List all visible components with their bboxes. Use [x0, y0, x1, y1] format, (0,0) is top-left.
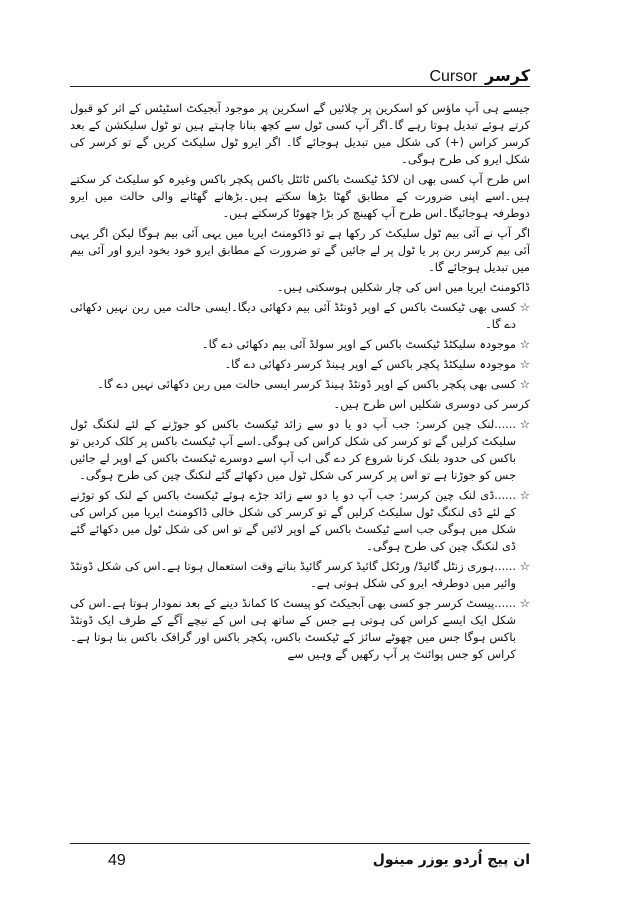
star-icon: ☆ — [519, 488, 530, 502]
section-heading — [429, 66, 530, 86]
heading-urdu: کرسر — [485, 66, 530, 85]
other-cursors-list — [70, 416, 530, 663]
list-item — [70, 558, 530, 592]
star-icon: ☆ — [519, 300, 530, 314]
header-divider — [70, 86, 530, 87]
paragraph: کرسر کی دوسری شکلیں اس طرح ہیں۔ — [333, 397, 530, 411]
list-item-text: ......ڈی لنک چین کرسر: جب آپ دو یا دو سے زائد جڑے ہوئے ٹیکسٹ باکس کے لنک کو توڑنے کے لئے ڈی لنکنگ ٹول سلیکٹ کرلیں گے تو کرسر کی شکل خالی ڈاکومنٹ ایریا میں کراس کی شکل میں ہوگی جب اسے ٹیکسٹ باکس کے اوپر لائیں گے تو اس کی شکل ٹول میں دکھائے گئے ڈی لنکنگ چین کی طرح ہوگی۔ — [70, 488, 516, 553]
paragraph: اگر آپ نے آئی بیم ٹول سلیکٹ کر رکھا ہے تو ڈاکومنٹ ایریا میں یہی آئی بیم ہوگا لیکن اگر یہی آئی بیم کرسر ربن پر یا ٹول پر لے جائیں گے تو ضرورت کے مطابق ایرو خود بخود ایرو اور آئی بیم میں تبدیل ہوجائے گا۔ — [70, 226, 530, 274]
list-item-text: موجودہ سلیکٹڈ ٹیکسٹ باکس کے اوپر سولڈ آئی بیم دکھائی دے گا۔ — [201, 337, 516, 351]
list-item-text: کسی بھی ٹیکسٹ باکس کے اوپر ڈونٹڈ آئی بیم دکھائی دیگا۔ایسی حالت میں ربن نہیں دکھائی دے گا۔ — [70, 300, 516, 331]
list-item — [70, 416, 530, 484]
list-item — [70, 487, 530, 555]
list-item-text: ......لنک چین کرسر: جب آپ دو یا دو سے زائد ٹیکسٹ باکس کو جوڑنے کے لئے لنکنگ ٹول سلیکٹ کرلیں گے تو کرسر کی شکل کراس کی ہوگی۔اسے آپ ٹیکسٹ باکس پر کلک کردیں تو باکس کی حدود بلنک کرنا شروع کر دے گی اب آپ اسے دوسرے ٹیکسٹ باکس کے اوپر لے جائیں جس کو جوڑنا ہے تو اس پر کرسر کی شکل ٹول میں دکھائے گئے لنکنگ چین کی طرح ہوگی۔ — [70, 417, 516, 482]
list-item — [70, 595, 530, 663]
paragraph: جیسے ہی آپ ماؤس کو اسکرین پر چلائیں گے اسکرین پر موجود آبجیکٹ اسٹیٹس کے اثر کو قبول کرتے ہوئے تبدیل ہوتا رہے گا۔اگر آپ کسی ٹول سے کچھ بنانا چاہتے ہیں تو ٹول سلیکشن کے بعد کرسر کراس (+) کی شکل میں تبدیل ہوجائے گا۔ اگر ایرو ٹول سلیکٹ کریں گے تو کرسر کی شکل ایرو کی طرح ہوگی۔ — [70, 101, 530, 166]
page-number: 49 — [108, 852, 126, 869]
list-item-text: موجودہ سلیکٹڈ پکچر باکس کے اوپر ہینڈ کرسر دکھائی دے گا۔ — [224, 357, 516, 371]
paragraph: ڈاکومنٹ ایریا میں اس کی چار شکلیں ہوسکتی ہیں۔ — [276, 280, 530, 294]
star-icon: ☆ — [519, 377, 530, 391]
page-body — [70, 100, 530, 845]
footer-divider — [70, 843, 530, 844]
star-icon: ☆ — [519, 337, 530, 351]
list-item — [70, 336, 530, 353]
list-item — [70, 356, 530, 373]
list-item — [70, 299, 530, 333]
list-item-text: کسی بھی پکچر باکس کے اوپر ڈونٹڈ ہینڈ کرسر ایسی حالت میں ربن دکھائی نہیں دے گا۔ — [97, 377, 516, 391]
list-item — [70, 376, 530, 393]
star-icon: ☆ — [519, 357, 530, 371]
cursor-shapes-list — [70, 299, 530, 393]
list-item-text: ......پیسٹ کرسر جو کسی بھی آبجیکٹ کو پیسٹ کا کمانڈ دینے کے بعد نمودار ہوتا ہے۔اس کی شکل ایک ایسے کراس کی ہوتی ہے جس کے ساتھ ہی اس کے نیچے آگے کے طرف ایک ڈونٹڈ باکس ہوگا جس میں چھوٹے سائز کے ٹیکسٹ باکس، پکچر باکس اور گرافک باکس بنا ہوتا ہے۔کراس کو جس پوائنٹ پر آپ رکھیں گے وہیں سے — [70, 596, 516, 661]
star-icon: ☆ — [519, 596, 530, 610]
list-item-text: ......ہوری زنٹل گائیڈ/ ورٹکل گائیڈ کرسر گائیڈ بناتے وقت استعمال ہوتا ہے۔اس کی شکل ڈونٹڈ وائیر میں دوطرفہ ایرو کی شکل ہوتی ہے۔ — [70, 559, 516, 590]
footer-title: ان پیج اُردو یوزر مینول — [372, 852, 530, 868]
star-icon: ☆ — [519, 559, 530, 573]
paragraph: اس طرح آپ کسی بھی ان لاکڈ ٹیکسٹ باکس ٹائٹل باکس پکچر باکس وغیرہ کو سلیکٹ کر سکتے ہیں۔اسے اپنی ضرورت کے مطابق گھٹا بڑھا سکتے ہیں۔بڑھانے گھٹانے والی حالت میں ایرو دوطرفہ ہوجائیگا۔اس طرح آپ کھینچ کر بڑا چھوٹا کرسکتے ہیں۔ — [70, 172, 530, 220]
heading-english: Cursor — [429, 68, 478, 85]
star-icon: ☆ — [519, 417, 530, 431]
